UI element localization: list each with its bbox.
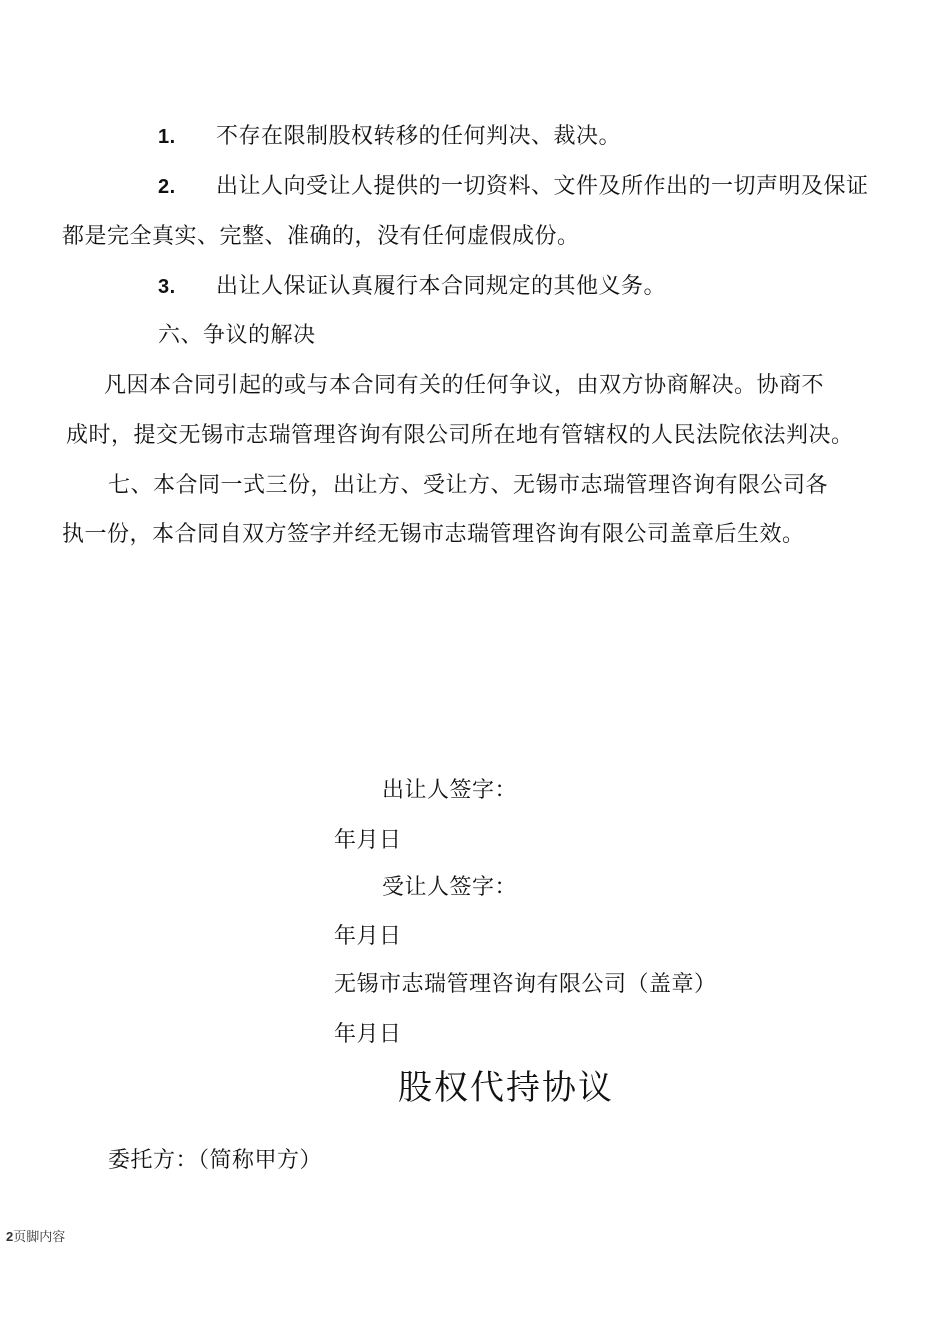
clause-2-continuation: 都是完全真实、完整、准确的，没有任何虚假成份。: [62, 224, 580, 249]
section-6-line-2: 成时，提交无锡市志瑞管理咨询有限公司所在地有管辖权的人民法院依法判决。: [66, 423, 854, 448]
clause-number: 2.: [158, 176, 176, 198]
section-6-heading: 六、争议的解决: [158, 323, 316, 348]
clause-3: [158, 272, 666, 302]
page-footer: [6, 1228, 66, 1247]
section-6-line-1: 凡因本合同引起的或与本合同有关的任何争议，由双方协商解决。协商不: [104, 373, 825, 398]
company-date: 年月日: [334, 1022, 402, 1047]
transferee-signature-label: 受让人签字：: [382, 875, 518, 900]
section-7-line-1: 七、本合同一式三份，出让方、受让方、无锡市志瑞管理咨询有限公司各: [108, 473, 829, 498]
page-number: 2: [6, 1229, 14, 1244]
clause-number: 3.: [158, 276, 176, 298]
clause-text: 出让人向受让人提供的一切资料、文件及所作出的一切声明及保证: [216, 174, 869, 199]
clause-1: [158, 122, 621, 152]
principal-party-label: 委托方：（简称甲方）: [108, 1148, 323, 1173]
document-title: 股权代持协议: [398, 1068, 614, 1108]
clause-number: 1.: [158, 126, 176, 148]
footer-text: 页脚内容: [13, 1230, 66, 1245]
clause-text: 不存在限制股权转移的任何判决、裁决。: [216, 124, 622, 149]
transferor-signature-label: 出让人签字：: [382, 778, 518, 803]
transferee-date: 年月日: [334, 924, 402, 949]
section-7-line-2: 执一份，本合同自双方签字并经无锡市志瑞管理咨询有限公司盖章后生效。: [62, 522, 805, 547]
transferor-date: 年月日: [334, 828, 402, 853]
clause-text: 出让人保证认真履行本合同规定的其他义务。: [216, 274, 667, 299]
company-seal-label: 无锡市志瑞管理咨询有限公司（盖章）: [334, 972, 717, 997]
clause-2: [158, 172, 869, 202]
